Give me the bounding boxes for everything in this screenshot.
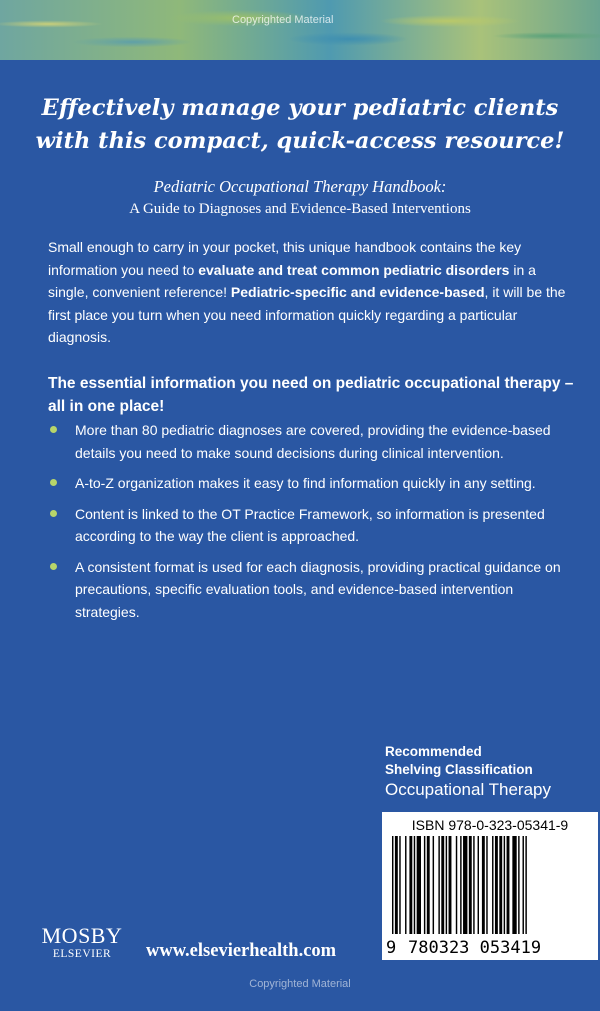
bullet-dot-icon (50, 479, 57, 486)
barcode-bar (512, 836, 516, 934)
list-item-text: A-to-Z organization makes it easy to find information quickly in any setting. (75, 475, 536, 491)
cover-artwork-strip (0, 0, 600, 60)
barcode-bar (395, 836, 398, 934)
barcode-bar (469, 836, 472, 934)
website-url: www.elsevierhealth.com (146, 941, 337, 961)
barcode-digits-rest: 780323 053419 (408, 938, 542, 958)
barcode-bar (417, 836, 421, 934)
publisher-logo (26, 925, 138, 961)
barcode-digit-first: 9 (386, 938, 397, 958)
barcode-bar (495, 836, 498, 934)
isbn-text: ISBN 978-0-323-05341-9 (411, 817, 569, 833)
barcode-bar (405, 836, 406, 934)
headline-line-1: Effectively manage your pediatric clients (41, 95, 559, 121)
list-item (48, 472, 570, 495)
headline-line-2: with this compact, quick-access resource! (35, 128, 565, 154)
bullet-dot-icon (50, 426, 57, 433)
barcode-bar (492, 836, 493, 934)
bullet-dot-icon (50, 563, 57, 570)
barcode-bar (438, 836, 439, 934)
barcode-bars (390, 836, 590, 934)
list-item (48, 503, 570, 548)
shelving-classification (385, 743, 595, 801)
barcode-bar (449, 836, 452, 934)
barcode-bar (486, 836, 487, 934)
barcode-bar (392, 836, 393, 934)
barcode-bar (433, 836, 434, 934)
essential-heading: The essential information you need on pediatric occupational therapy – all in one place! (48, 375, 574, 415)
feature-list (48, 419, 570, 631)
barcode-bar (414, 836, 415, 934)
intro-text-1: Small enough to carry in your pocket, this unique handbook contains the key information you need to (48, 239, 522, 278)
shelving-label-1: Recommended (385, 744, 482, 759)
shelving-category: Occupational Therapy (385, 780, 552, 799)
list-item-text: More than 80 pediatric diagnoses are covered, providing the evidence-based details you need to make sound decisions during clinical intervention. (75, 422, 551, 461)
barcode-bar (399, 836, 400, 934)
barcode-bar (424, 836, 425, 934)
headline (0, 92, 600, 158)
isbn-barcode (382, 812, 598, 960)
watermark-bottom: Copyrighted Material (249, 978, 351, 990)
barcode-bar (499, 836, 502, 934)
barcode-bar (463, 836, 467, 934)
barcode-bar (473, 836, 474, 934)
list-item-text: Content is linked to the OT Practice Framework, so information is presented according to the way the client is approached. (75, 505, 545, 544)
list-item-text: A consistent format is used for each diagnosis, providing practical guidance on precautions, specific evaluation tools, and evidence-based intervention strategies. (75, 558, 561, 620)
intro-text-3: , it will be the first place you turn when you need information quickly regarding a particular diagnosis. (48, 284, 566, 345)
barcode-bar (518, 836, 519, 934)
watermark-top: Copyrighted Material (232, 14, 334, 26)
shelving-label-2: Shelving Classification (385, 762, 533, 777)
barcode-bar (507, 836, 510, 934)
list-item (48, 556, 570, 624)
barcode-bar (523, 836, 524, 934)
bullet-dot-icon (50, 510, 57, 517)
barcode-bar (446, 836, 447, 934)
intro-text-2: in a single, convenient reference! (48, 261, 536, 300)
barcode-bar (427, 836, 430, 934)
barcode-bar (478, 836, 479, 934)
publisher-parent: ELSEVIER (52, 948, 112, 960)
barcode-bar (525, 836, 526, 934)
intro-bold-1: evaluate and treat common pediatric disorders (198, 261, 510, 278)
publisher-name: MOSBY (41, 923, 123, 948)
book-title: Pediatric Occupational Therapy Handbook: (153, 177, 447, 196)
barcode-bar (482, 836, 485, 934)
barcode-bar (409, 836, 412, 934)
barcode-bar (441, 836, 444, 934)
intro-bold-2: Pediatric-specific and evidence-based (230, 284, 485, 300)
barcode-bar (456, 836, 457, 934)
barcode-bar (460, 836, 461, 934)
barcode-bar (504, 836, 505, 934)
book-subtitle: A Guide to Diagnoses and Evidence-Based Interventions (129, 201, 471, 217)
intro-paragraph (48, 236, 570, 349)
list-item (48, 419, 570, 464)
